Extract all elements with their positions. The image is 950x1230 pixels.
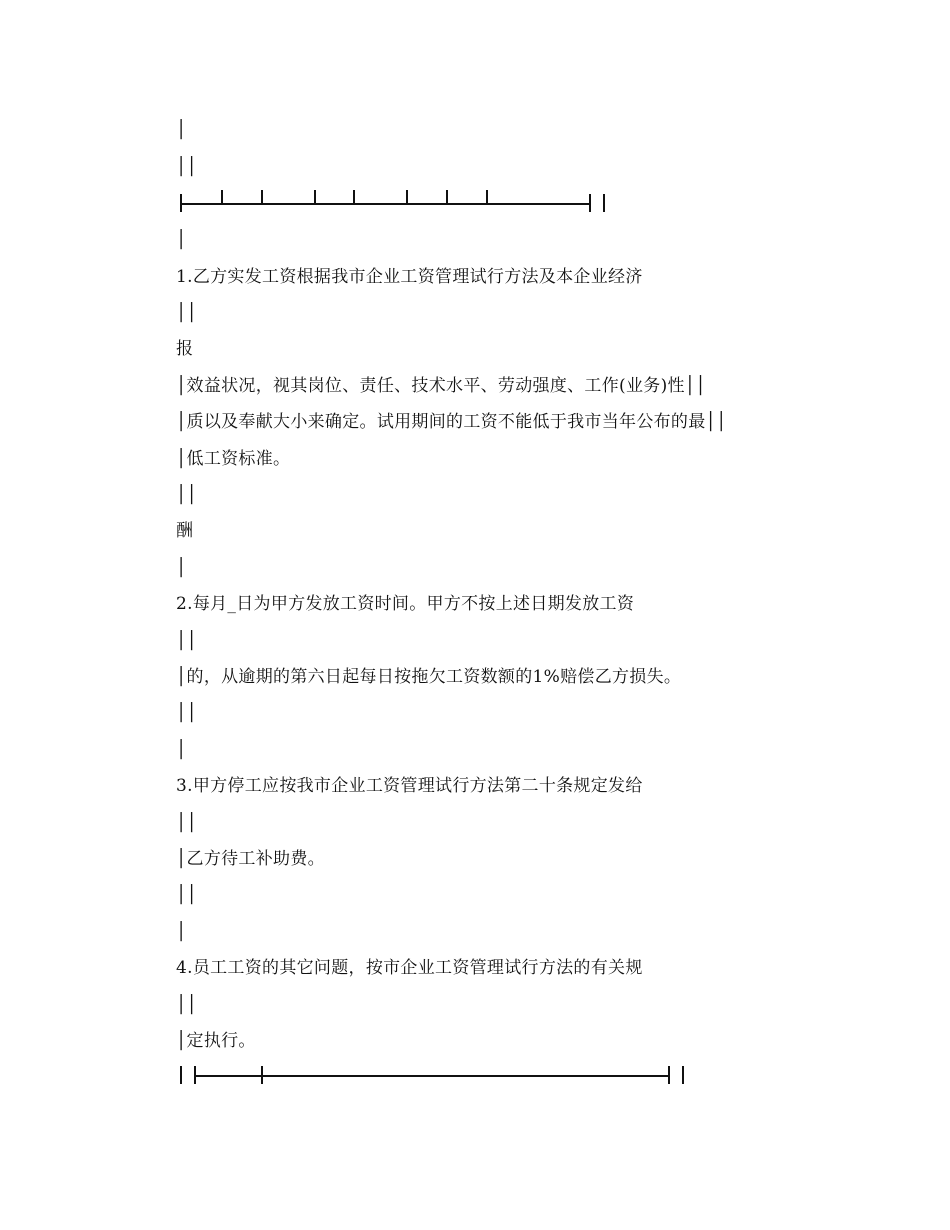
table-border-line: ││ [176, 703, 198, 723]
side-label-chou: 酬 [176, 521, 194, 541]
section-4-title: 4.员工工资的其它问题，按市企业工资管理试行方法的有关规 [176, 958, 643, 978]
section-3-title: 3.甲方停工应按我市企业工资管理试行方法第二十条规定发给 [176, 776, 643, 796]
table-border-line: │ [176, 922, 187, 942]
table-border-line: ││ [176, 885, 198, 905]
section-2-text: │的，从逾期的第六日起每日按拖欠工资数额的1%赔偿乙方损失。 [176, 667, 682, 687]
table-border-line: ││ [176, 303, 198, 323]
table-border-line: ││ [176, 485, 198, 505]
section-1-text: │低工资标准。 [176, 449, 291, 469]
side-label-bao: 报 [176, 339, 194, 359]
table-border-line: │ [176, 740, 187, 760]
table-border-line: │ [176, 120, 187, 140]
section-1-text: │质以及奉献大小来确定。试用期间的工资不能低于我市当年公布的最││ [176, 412, 727, 432]
section-1-title: 1.乙方实发工资根据我市企业工资管理试行方法及本企业经济 [176, 267, 643, 287]
section-4-text: │定执行。 [176, 1031, 256, 1051]
table-border-line: ││ [176, 631, 198, 651]
section-2-title: 2.每月_日为甲方发放工资时间。甲方不按上述日期发放工资 [176, 594, 635, 614]
section-1-text: │效益状况，视其岗位、责任、技术水平、劳动强度、工作(业务)性││ [176, 376, 706, 396]
table-border-line: ││ [176, 157, 198, 177]
table-border-line: │ [176, 558, 187, 578]
section-3-text: │乙方待工补助费。 [176, 849, 325, 869]
table-border-line: ││ [176, 995, 198, 1015]
table-border-line: │ [176, 230, 187, 250]
table-border-line: ││ [176, 813, 198, 833]
